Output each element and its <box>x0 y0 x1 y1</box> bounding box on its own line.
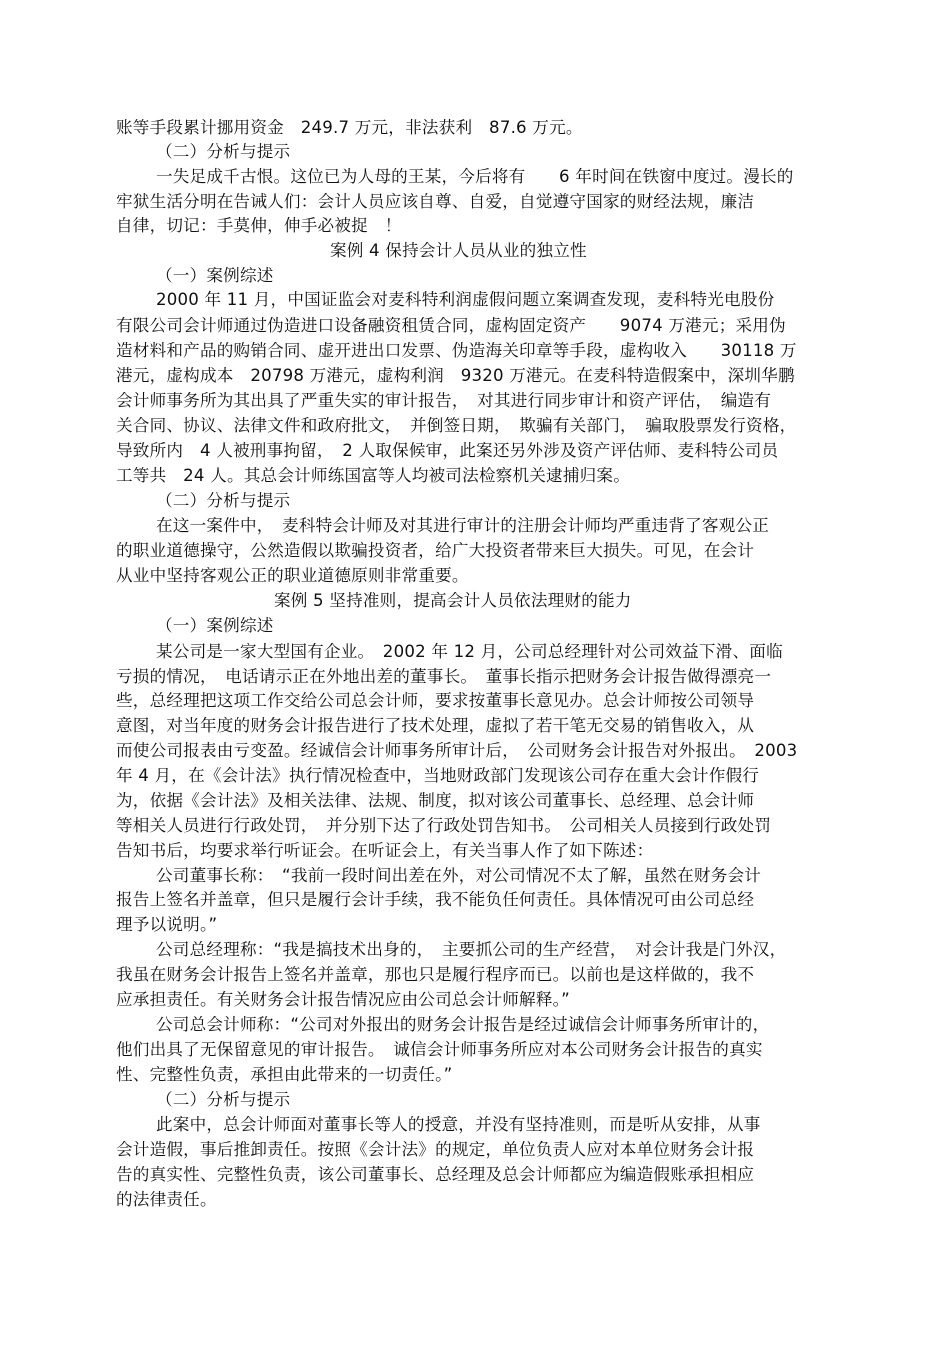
section-heading: （二）分析与提示 <box>156 1090 291 1109</box>
text-line: 他们出具了无保留意见的审计报告。 诚信会计师事务所应对本公司财务会计报告的真实 <box>116 1040 763 1059</box>
text-line: 会计师事务所为其出具了严重失实的审计报告， 对其进行同步审计和资产评估， 编造有 <box>116 391 772 410</box>
text-line: 造材料和产品的购销合同、虚开进出口发票、伪造海关印章等手段，虚构收入 30118 万 <box>116 341 797 360</box>
text-line: 会计造假，事后推卸责任。按照《会计法》的规定，单位负责人应对本单位财务会计报 <box>116 1140 755 1159</box>
section-heading: （一）案例综述 <box>156 616 274 635</box>
text-line: 应承担责任。有关财务会计报告情况应由公司总会计师解释。” <box>116 990 570 1009</box>
text-line: 告知书后，均要求举行听证会。在听证会上，有关当事人作了如下陈述： <box>116 841 654 860</box>
section-heading: （二）分析与提示 <box>156 142 291 161</box>
text-line: 性、完整性负责，承担由此带来的一切责任。” <box>116 1065 453 1084</box>
text-line: 2000 年 11 月，中国证监会对麦科特利润虚假问题立案调查发现，麦科特光电股份 <box>156 290 775 309</box>
text-line: 告的真实性、完整性负责，该公司董事长、总经理及总会计师都应为编造假账承担相应 <box>116 1165 755 1184</box>
text-line: 关合同、协议、法律文件和政府批文， 并倒签日期， 欺骗有关部门， 骗取股票发行资格， <box>116 416 797 435</box>
text-line: 的职业道德操守，公然造假以欺骗投资者，给广大投资者带来巨大损失。可见，在会计 <box>116 541 755 560</box>
text-line: 港元，虚构成本 20798 万港元，虚构利润 9320 万港元。在麦科特造假案中，深圳华鹏 <box>116 366 795 385</box>
text-line: 牢狱生活分明在告诫人们：会计人员应该自尊、自爱，自觉遵守国家的财经法规，廉洁 <box>116 192 755 211</box>
text-line: 在这一案件中， 麦科特会计师及对其进行审计的注册会计师均严重违背了客观公正 <box>156 516 770 535</box>
text-line: 公司总会计师称：“公司对外报出的财务会计报告是经过诚信会计师事务所审计的， <box>156 1015 770 1034</box>
text-line: 有限公司会计师通过伪造进口设备融资租赁合同，虚构固定资产 9074 万港元；采用伪 <box>116 316 786 335</box>
text-line: 工等共 24 人。其总会计师练国富等人均被司法检察机关逮捕归案。 <box>116 466 631 485</box>
text-line: 理予以说明。” <box>116 915 218 934</box>
text-line: 些，总经理把这项工作交给公司总会计师，要求按董事长意见办。总会计师按公司领导 <box>116 691 755 710</box>
text-line: 导致所内 4 人被刑事拘留， 2 人取保候审，此案还另外涉及资产评估师、麦科特公司员 <box>116 441 779 460</box>
text-line: 亏损的情况， 电话请示正在外地出差的董事长。 董事长指示把财务会计报告做得漂亮一 <box>116 667 772 686</box>
text-line: 为，依据《会计法》及相关法律、法规、制度，拟对该公司董事长、总经理、总会计师 <box>116 791 755 810</box>
text-line: 等相关人员进行行政处罚， 并分别下达了行政处罚告知书。 公司相关人员接到行政处罚 <box>116 816 772 835</box>
case-title: 案例 5 坚持准则，提高会计人员依法理财的能力 <box>274 591 632 610</box>
text-line: 的法律责任。 <box>116 1190 217 1209</box>
text-line: 我虽在财务会计报告上签名并盖章，那也只是履行程序而已。以前也是这样做的，我不 <box>116 965 755 984</box>
section-heading: （一）案例综述 <box>156 266 274 285</box>
text-line: 而使公司报表由亏变盈。经诚信会计师事务所审计后， 公司财务会计报告对外报出。 2003 <box>116 741 798 760</box>
text-line: 年 4 月，在《会计法》执行情况检查中，当地财政部门发现该公司存在重大会计作假行 <box>116 766 760 785</box>
section-heading: （二）分析与提示 <box>156 491 291 510</box>
text-line: 公司董事长称： “我前一段时间出差在外，对公司情况不太了解，虽然在财务会计 <box>156 866 762 885</box>
text-line: 账等手段累计挪用资金 249.7 万元，非法获利 87.6 万元。 <box>116 118 583 137</box>
text-line: 报告上签名并盖章，但只是履行会计手续，我不能负任何责任。具体情况可由公司总经 <box>116 890 755 909</box>
text-line: 某公司是一家大型国有企业。 2002 年 12 月，公司总经理针对公司效益下滑、面临 <box>156 642 783 661</box>
text-line: 自律，切记：手莫伸，伸手必被捉 ！ <box>116 216 402 235</box>
text-line: 公司总经理称：“我是搞技术出身的， 主要抓公司的生产经营， 对会计我是门外汉， <box>156 940 787 959</box>
text-line: 此案中，总会计师面对董事长等人的授意，并没有坚持准则，而是听从安排，从事 <box>156 1115 761 1134</box>
text-line: 意图，对当年度的财务会计报告进行了技术处理，虚拟了若干笔无交易的销售收入，从 <box>116 716 755 735</box>
text-line: 从业中坚持客观公正的职业道德原则非常重要。 <box>116 566 469 585</box>
case-title: 案例 4 保持会计人员从业的独立性 <box>330 241 587 260</box>
text-line: 一失足成千古恨。这位已为人母的王某，今后将有 6 年时间在铁窗中度过。漫长的 <box>156 167 794 186</box>
